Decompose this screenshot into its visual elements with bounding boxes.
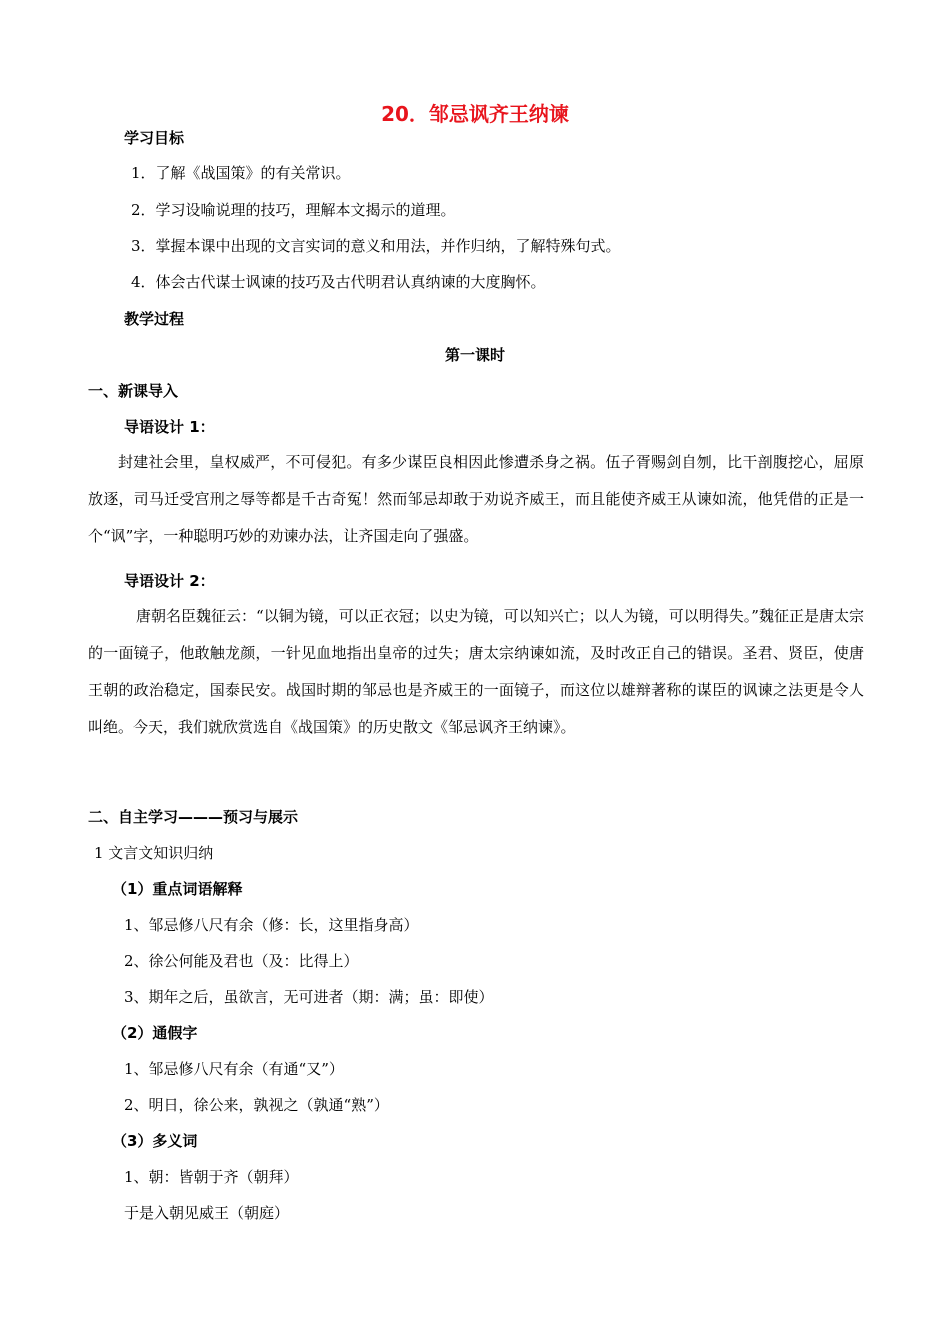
intro2-paragraph [88,598,864,746]
intro1-text: 封建社会里，皇权威严，不可侵犯。有多少谋臣良相因此惨遭杀身之祸。伍子胥赐剑自刎，比干剖腹挖心，屈原放逐，司马迁受宫刑之辱等都是千古奇冤！然而邹忌却敢于劝说齐威王，而且能使齐威王从谏如流，他凭借的正是一个“讽”字，一种聪明巧妙的劝谏办法，让齐国走向了强盛。 [88,453,864,545]
section2-subheading: 1 文言文知识归纳 [94,844,214,862]
key-word-item: 3、期年之后，虽欲言，无可进者（期：满；虽：即使） [124,988,494,1006]
tongjia-item: 2、明日，徐公来，孰视之（孰通“熟”） [124,1096,389,1114]
tongjia-heading: （2）通假字 [112,1024,198,1042]
lesson-heading: 第一课时 [444,346,505,364]
section1-heading: 一、新课导入 [88,382,179,400]
section2-heading: 二、自主学习———预习与展示 [88,808,299,826]
document-title: 20．邹忌讽齐王纳谏 [381,102,569,126]
objective-item: 3．掌握本课中出现的文言实词的意义和用法，并作归纳，了解特殊句式。 [131,237,621,255]
key-words-heading: （1）重点词语解释 [112,880,243,898]
objectives-heading: 学习目标 [124,129,185,147]
tongjia-item: 1、邹忌修八尺有余（有通“又”） [124,1060,344,1078]
key-word-item: 2、徐公何能及君也（及：比得上） [124,952,359,970]
intro1-heading: 导语设计 1： [124,418,215,436]
objective-item: 4．体会古代谋士讽谏的技巧及古代明君认真纳谏的大度胸怀。 [131,273,546,291]
intro2-heading: 导语设计 2： [124,572,215,590]
objective-item: 2．学习设喻说理的技巧，理解本文揭示的道理。 [131,201,456,219]
process-heading: 教学过程 [124,310,185,328]
key-word-item: 1、邹忌修八尺有余（修：长，这里指身高） [124,916,419,934]
intro1-paragraph [88,444,864,555]
polysemy-item: 于是入朝见威王（朝庭） [124,1204,290,1222]
objective-item: 1．了解《战国策》的有关常识。 [131,164,351,182]
polysemy-heading: （3）多义词 [112,1132,198,1150]
polysemy-item: 1、朝：皆朝于齐（朝拜） [124,1168,299,1186]
intro2-text: 唐朝名臣魏征云：“以铜为镜，可以正衣冠；以史为镜，可以知兴亡；以人为镜，可以明得失。”魏征正是唐太宗的一面镜子，他敢触龙颜，一针见血地指出皇帝的过失；唐太宗纳谏如流，及时改正自己的错误。圣君、贤臣，使唐王朝的政治稳定，国泰民安。战国时期的邹忌也是齐威王的一面镜子，而这位以雄辩著称的谋臣的讽谏之法更是令人叫绝。今天，我们就欣赏选自《战国策》的历史散文《邹忌讽齐王纳谏》。 [88,607,864,736]
